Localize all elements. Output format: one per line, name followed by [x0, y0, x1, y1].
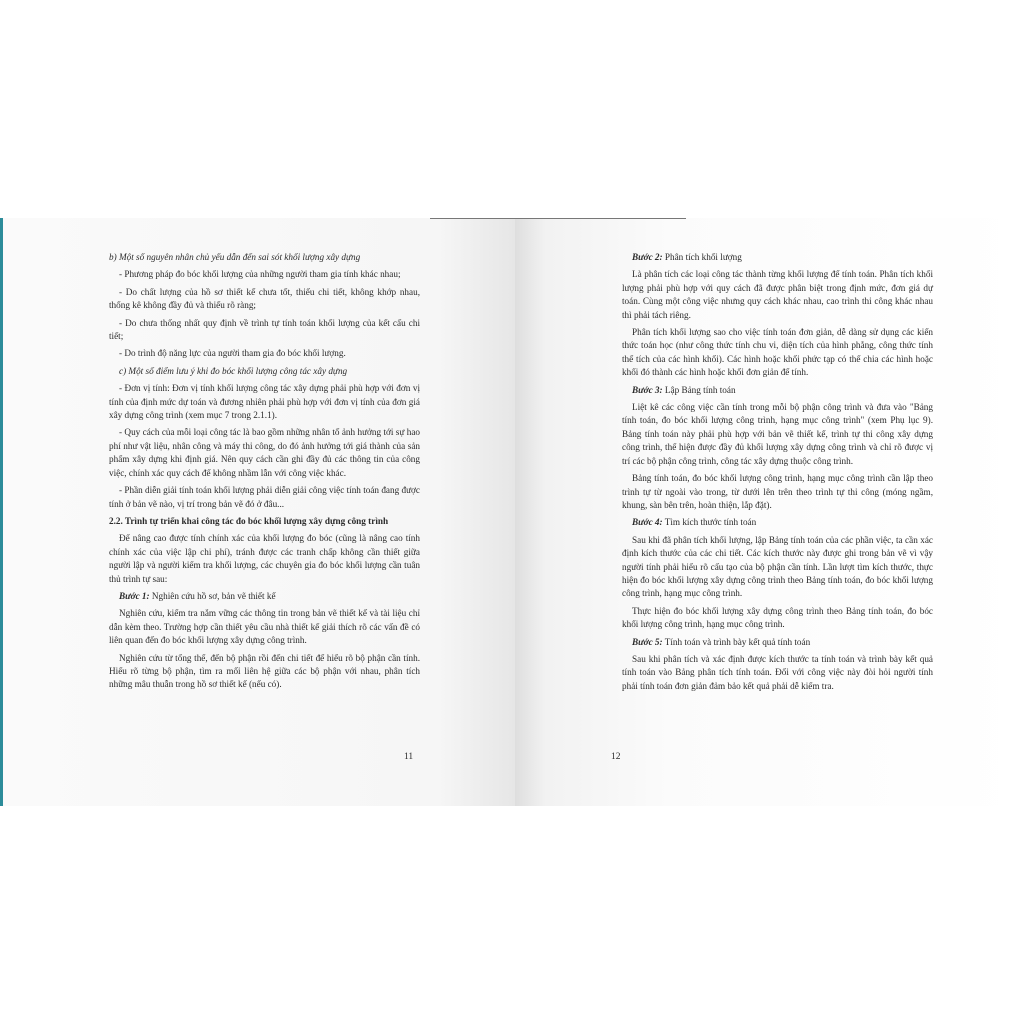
page-number-right: 12 [611, 752, 621, 762]
book-spread [0, 218, 1024, 806]
paragraph: - Phần diễn giải tính toán khối lượng phải diễn giải công việc tính toán đang được tính ở bản vẽ nào, vị trí trong bản vẽ đó ở đâu... [109, 485, 420, 509]
step-4-title: Tìm kích thước tính toán [664, 517, 757, 528]
section-heading: 2.2. Trình tự triển khai công tác đo bóc khối lượng xây dựng công trình [109, 515, 389, 526]
paragraph: - Đơn vị tính: Đơn vị tính khối lượng công tác xây dựng phải phù hợp với đơn vị tính của định mức dự toán và đương nhiên phải phù hợp với đơn vị tính của đơn giá xây dựng công trình (xem mục 7 trong 2.1.1). [109, 383, 420, 421]
paragraph: - Phương pháp đo bóc khối lượng của những người tham gia tính khác nhau; [119, 269, 401, 280]
page-number-left: 11 [404, 752, 414, 762]
step-2-label: Bước 2: [632, 252, 663, 262]
paragraph: Nghiên cứu từ tổng thể, đến bộ phận rồi đến chi tiết để hiểu rõ bộ phận cần tính. Hiểu rõ từng bộ phận, tìm ra mối liên hệ giữa các bộ phận với nhau, phân tích những mâu thuẫn trong hồ sơ thiết kế (nếu có). [109, 652, 420, 690]
step-5-label: Bước 5: [632, 636, 663, 647]
subheading-c: c) Một số điểm lưu ý khi đo bóc khối lượng công tác xây dựng [119, 365, 348, 376]
step-2-heading [622, 251, 933, 264]
step-5-title: Tính toán và trình bày kết quả tính toán [664, 636, 811, 647]
step-3-label: Bước 3: [632, 384, 663, 395]
paragraph: Sau khi phân tích và xác định được kích thước ta tính toán và trình bày kết quả tính toán vào Bảng phân tích tính toán. Đối với công việc này đòi hỏi người tính phải tính toán đơn giản đảm bảo kết quả phải dễ kiểm tra. [622, 653, 933, 691]
step-1-title: Nghiên cứu hồ sơ, bản vẽ thiết kế [151, 590, 276, 601]
step-3-title: Lập Bảng tính toán [664, 384, 736, 395]
paragraph: - Do chất lượng của hồ sơ thiết kế chưa tốt, thiếu chi tiết, không khớp nhau, thống kê không đầy đủ và thiếu rõ ràng; [109, 286, 420, 311]
paragraph: Liệt kê các công việc cần tính trong mỗi bộ phận công trình và đưa vào "Bảng tính toán, đo bóc khối lượng công trình, hạng mục công trình" (xem Phụ lục 9). Bảng tính toán này phải phù hợp với bản vẽ thiết kế, trình tự thi công xây dựng công trình, thể hiện được đầy đủ khối lượng xây dựng công trình và chỉ rõ được vị trí các bộ phận công trình, công tác xây dựng thuộc công trình. [622, 402, 933, 466]
step-2-title: Phân tích khối lượng [664, 252, 742, 262]
step-4-label: Bước 4: [632, 517, 663, 528]
paragraph: - Do chưa thống nhất quy định về trình tự tính toán khối lượng của kết cấu chi tiết; [109, 317, 420, 342]
subheading-b: b) Một số nguyên nhân chủ yếu dẫn đến sai sót khối lượng xây dựng [109, 252, 361, 262]
paragraph: Thực hiện đo bóc khối lượng xây dựng công trình theo Bảng tính toán, đo bóc khối lượng công trình, hạng mục công trình. [622, 605, 933, 630]
paragraph: - Do trình độ năng lực của người tham gia đo bóc khối lượng. [119, 348, 346, 359]
paragraph: Là phân tích các loại công tác thành từng khối lượng để tính toán. Phân tích khối lượng phải phù hợp với quy cách đã được phân biệt trong định mức, đơn giá dự toán. Cùng một công việc nhưng quy cách khác nhau, cao trình thi công khác nhau thì phải tách riêng. [622, 269, 933, 320]
paragraph: - Quy cách của mỗi loại công tác là bao gồm những nhân tố ảnh hưởng tới sự hao phí như vật liệu, nhân công và máy thi công, do đó ảnh hưởng tới giá thành của sản phẩm xây dựng khi định giá. Nên quy cách cần ghi đầy đủ các thông tin của công việc, chính xác quy cách để không nhầm lẫn với công việc khác. [109, 427, 420, 478]
top-rule [430, 218, 686, 219]
paragraph: Để nâng cao được tính chính xác của khối lượng đo bóc (cũng là nâng cao tính chính xác của việc lập chi phí), tránh được các tranh chấp không cần thiết giữa người lập và người kiểm tra khối lượng, các chuyên gia đo bóc khối lượng cần tuân thủ trình tự sau: [109, 533, 420, 584]
step-1-label: Bước 1: [119, 590, 150, 601]
step-5-heading [622, 636, 933, 649]
right-page-text [622, 251, 933, 697]
paragraph: Nghiên cứu, kiểm tra nắm vững các thông tin trong bản vẽ thiết kế và tài liệu chỉ dẫn kèm theo. Trường hợp cần thiết yêu cầu nhà thiết kế giải thích rõ các vấn đề có liên quan đến đo bóc khối lượng xây dựng công trình. [109, 608, 420, 646]
step-1-heading [109, 590, 420, 603]
step-3-heading [622, 384, 933, 397]
paragraph: Sau khi đã phân tích khối lượng, lập Bảng tính toán của các phần việc, ta cần xác định kích thước của các chi tiết. Các kích thước này được ghi trong bản vẽ vì vậy người tính phải hiểu rõ cấu tạo của bộ phận cần tính. Lần lượt tìm kích thước, thực hiện đo bóc khối lượng xây dựng công trình theo Bảng tính toán, đo bóc khối lượng công trình, hạng mục công trình. [622, 534, 933, 599]
left-page-text [109, 251, 420, 696]
step-4-heading [622, 516, 933, 529]
paragraph: Bảng tính toán, đo bóc khối lượng công trình, hạng mục công trình cần lập theo trình tự từ ngoài vào trong, từ dưới lên trên theo trình tự thi công (móng ngầm, khung, sàn bên trên, hoàn thiện, lắp đặt). [622, 473, 933, 510]
paragraph: Phân tích khối lượng sao cho việc tính toán đơn giản, dễ dàng sử dụng các kiến thức toán học (như công thức tính chu vi, diện tích của hình phẳng, công thức tính thể tích của các hình khối). Các hình hoặc khối phức tạp có thể chia các hình hoặc khối đó thành các hình hoặc khối đơn giản để tính. [622, 327, 933, 378]
